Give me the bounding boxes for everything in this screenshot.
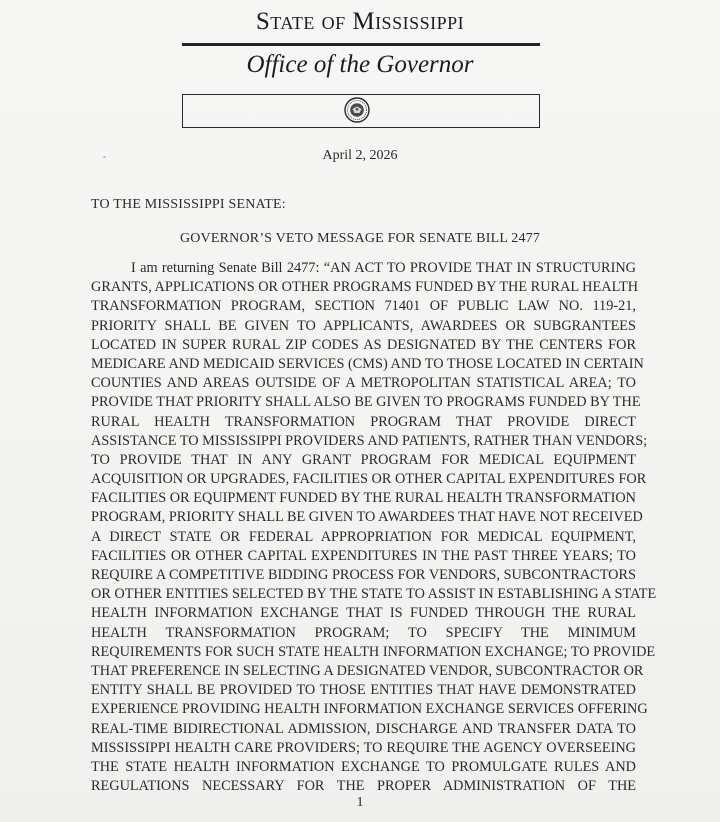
body-line: THAT PREFERENCE IN SELECTING A DESIGNATED VENDOR, SUBCONTRACTOR OR	[91, 662, 644, 679]
body-line: THE STATE HEALTH INFORMATION EXCHANGE TO PROMULGATE RULES AND	[91, 758, 636, 775]
body-line: ENTITY SHALL BE PROVIDED TO THOSE ENTITIES THAT HAVE DEMONSTRATED	[91, 682, 636, 699]
body-line: TRANSFORMATION PROGRAM, SECTION 71401 OF PUBLIC LAW NO. 119-21,	[91, 298, 636, 315]
body-line: GRANTS, APPLICATIONS OR OTHER PROGRAMS FUNDED BY THE RURAL HEALTH	[91, 279, 639, 296]
state-title: State of Mississippi	[255, 8, 465, 35]
body-line: ASSISTANCE TO MISSISSIPPI PROVIDERS AND PATIENTS, RATHER THAN VENDORS;	[91, 432, 648, 449]
letterhead-rule	[182, 43, 540, 46]
body-line: HEALTH INFORMATION EXCHANGE THAT IS FUNDED THROUGH THE RURAL	[91, 605, 636, 622]
state-seal-icon	[344, 97, 370, 123]
body-line: FACILITIES OR EQUIPMENT FUNDED BY THE RURAL HEALTH TRANSFORMATION	[91, 490, 636, 507]
body-line: MEDICARE AND MEDICAID SERVICES (CMS) AND TO THOSE LOCATED IN CERTAIN	[91, 355, 644, 372]
page-number: 1	[356, 795, 364, 810]
body-line: COUNTIES AND AREAS OUTSIDE OF A METROPOLITAN STATISTICAL AREA; TO	[91, 375, 636, 392]
body-line: REQUIREMENTS FOR SUCH STATE HEALTH INFORMATION EXCHANGE; TO PROVIDE	[91, 643, 656, 660]
body-line: REGULATIONS NECESSARY FOR THE PROPER ADMINISTRATION OF THE	[91, 778, 636, 795]
body-line: EXPERIENCE PROVIDING HEALTH INFORMATION EXCHANGE SERVICES OFFERING	[91, 701, 648, 718]
body-line: ACQUISITION OR UPGRADES, FACILITIES OR OTHER CAPITAL EXPENDITURES FOR	[91, 471, 647, 488]
body-line: MISSISSIPPI HEALTH CARE PROVIDERS; TO REQUIRE THE AGENCY OVERSEEING	[91, 739, 636, 756]
body-line: RURAL HEALTH TRANSFORMATION PROGRAM THAT PROVIDE DIRECT	[91, 413, 636, 430]
body-line: HEALTH TRANSFORMATION PROGRAM; TO SPECIFY THE MINIMUM	[91, 624, 636, 641]
body-line: A DIRECT STATE OR FEDERAL APPROPRIATION FOR MEDICAL EQUIPMENT,	[91, 528, 636, 545]
salutation: TO THE MISSISSIPPI SENATE:	[91, 197, 286, 212]
subject-line: GOVERNOR’S VETO MESSAGE FOR SENATE BILL 2477	[179, 231, 541, 246]
body-line: PRIORITY SHALL BE GIVEN TO APPLICANTS, AWARDEES OR SUBGRANTEES	[91, 317, 636, 334]
body-paragraph	[91, 259, 657, 796]
body-line: PROGRAM, PRIORITY SHALL BE GIVEN TO AWARDEES THAT HAVE NOT RECEIVED	[91, 509, 643, 526]
body-line: FACILITIES OR OTHER CAPITAL EXPENDITURES IN THE PAST THREE YEARS; TO	[91, 547, 636, 564]
body-line: PROVIDE THAT PRIORITY SHALL ALSO BE GIVEN TO PROGRAMS FUNDED BY THE	[91, 394, 641, 411]
body-line: TO PROVIDE THAT IN ANY GRANT PROGRAM FOR MEDICAL EQUIPMENT	[91, 451, 636, 468]
body-line: REQUIRE A COMPETITIVE BIDDING PROCESS FOR VENDORS, SUBCONTRACTORS	[91, 567, 636, 583]
body-line: REAL-TIME BIDIRECTIONAL ADMISSION, DISCHARGE AND TRANSFER DATA TO	[91, 720, 636, 737]
office-title: Office of the Governor	[246, 51, 474, 78]
letter-date: April 2, 2026	[322, 148, 398, 163]
body-line: I am returning Senate Bill 2477: “AN ACT TO PROVIDE THAT IN STRUCTURING	[131, 260, 636, 276]
body-line: LOCATED IN SUPER RURAL ZIP CODES AS DESIGNATED BY THE CENTERS FOR	[91, 336, 636, 353]
body-line: OR OTHER ENTITIES SELECTED BY THE STATE TO ASSIST IN ESTABLISHING A STATE	[91, 586, 657, 603]
